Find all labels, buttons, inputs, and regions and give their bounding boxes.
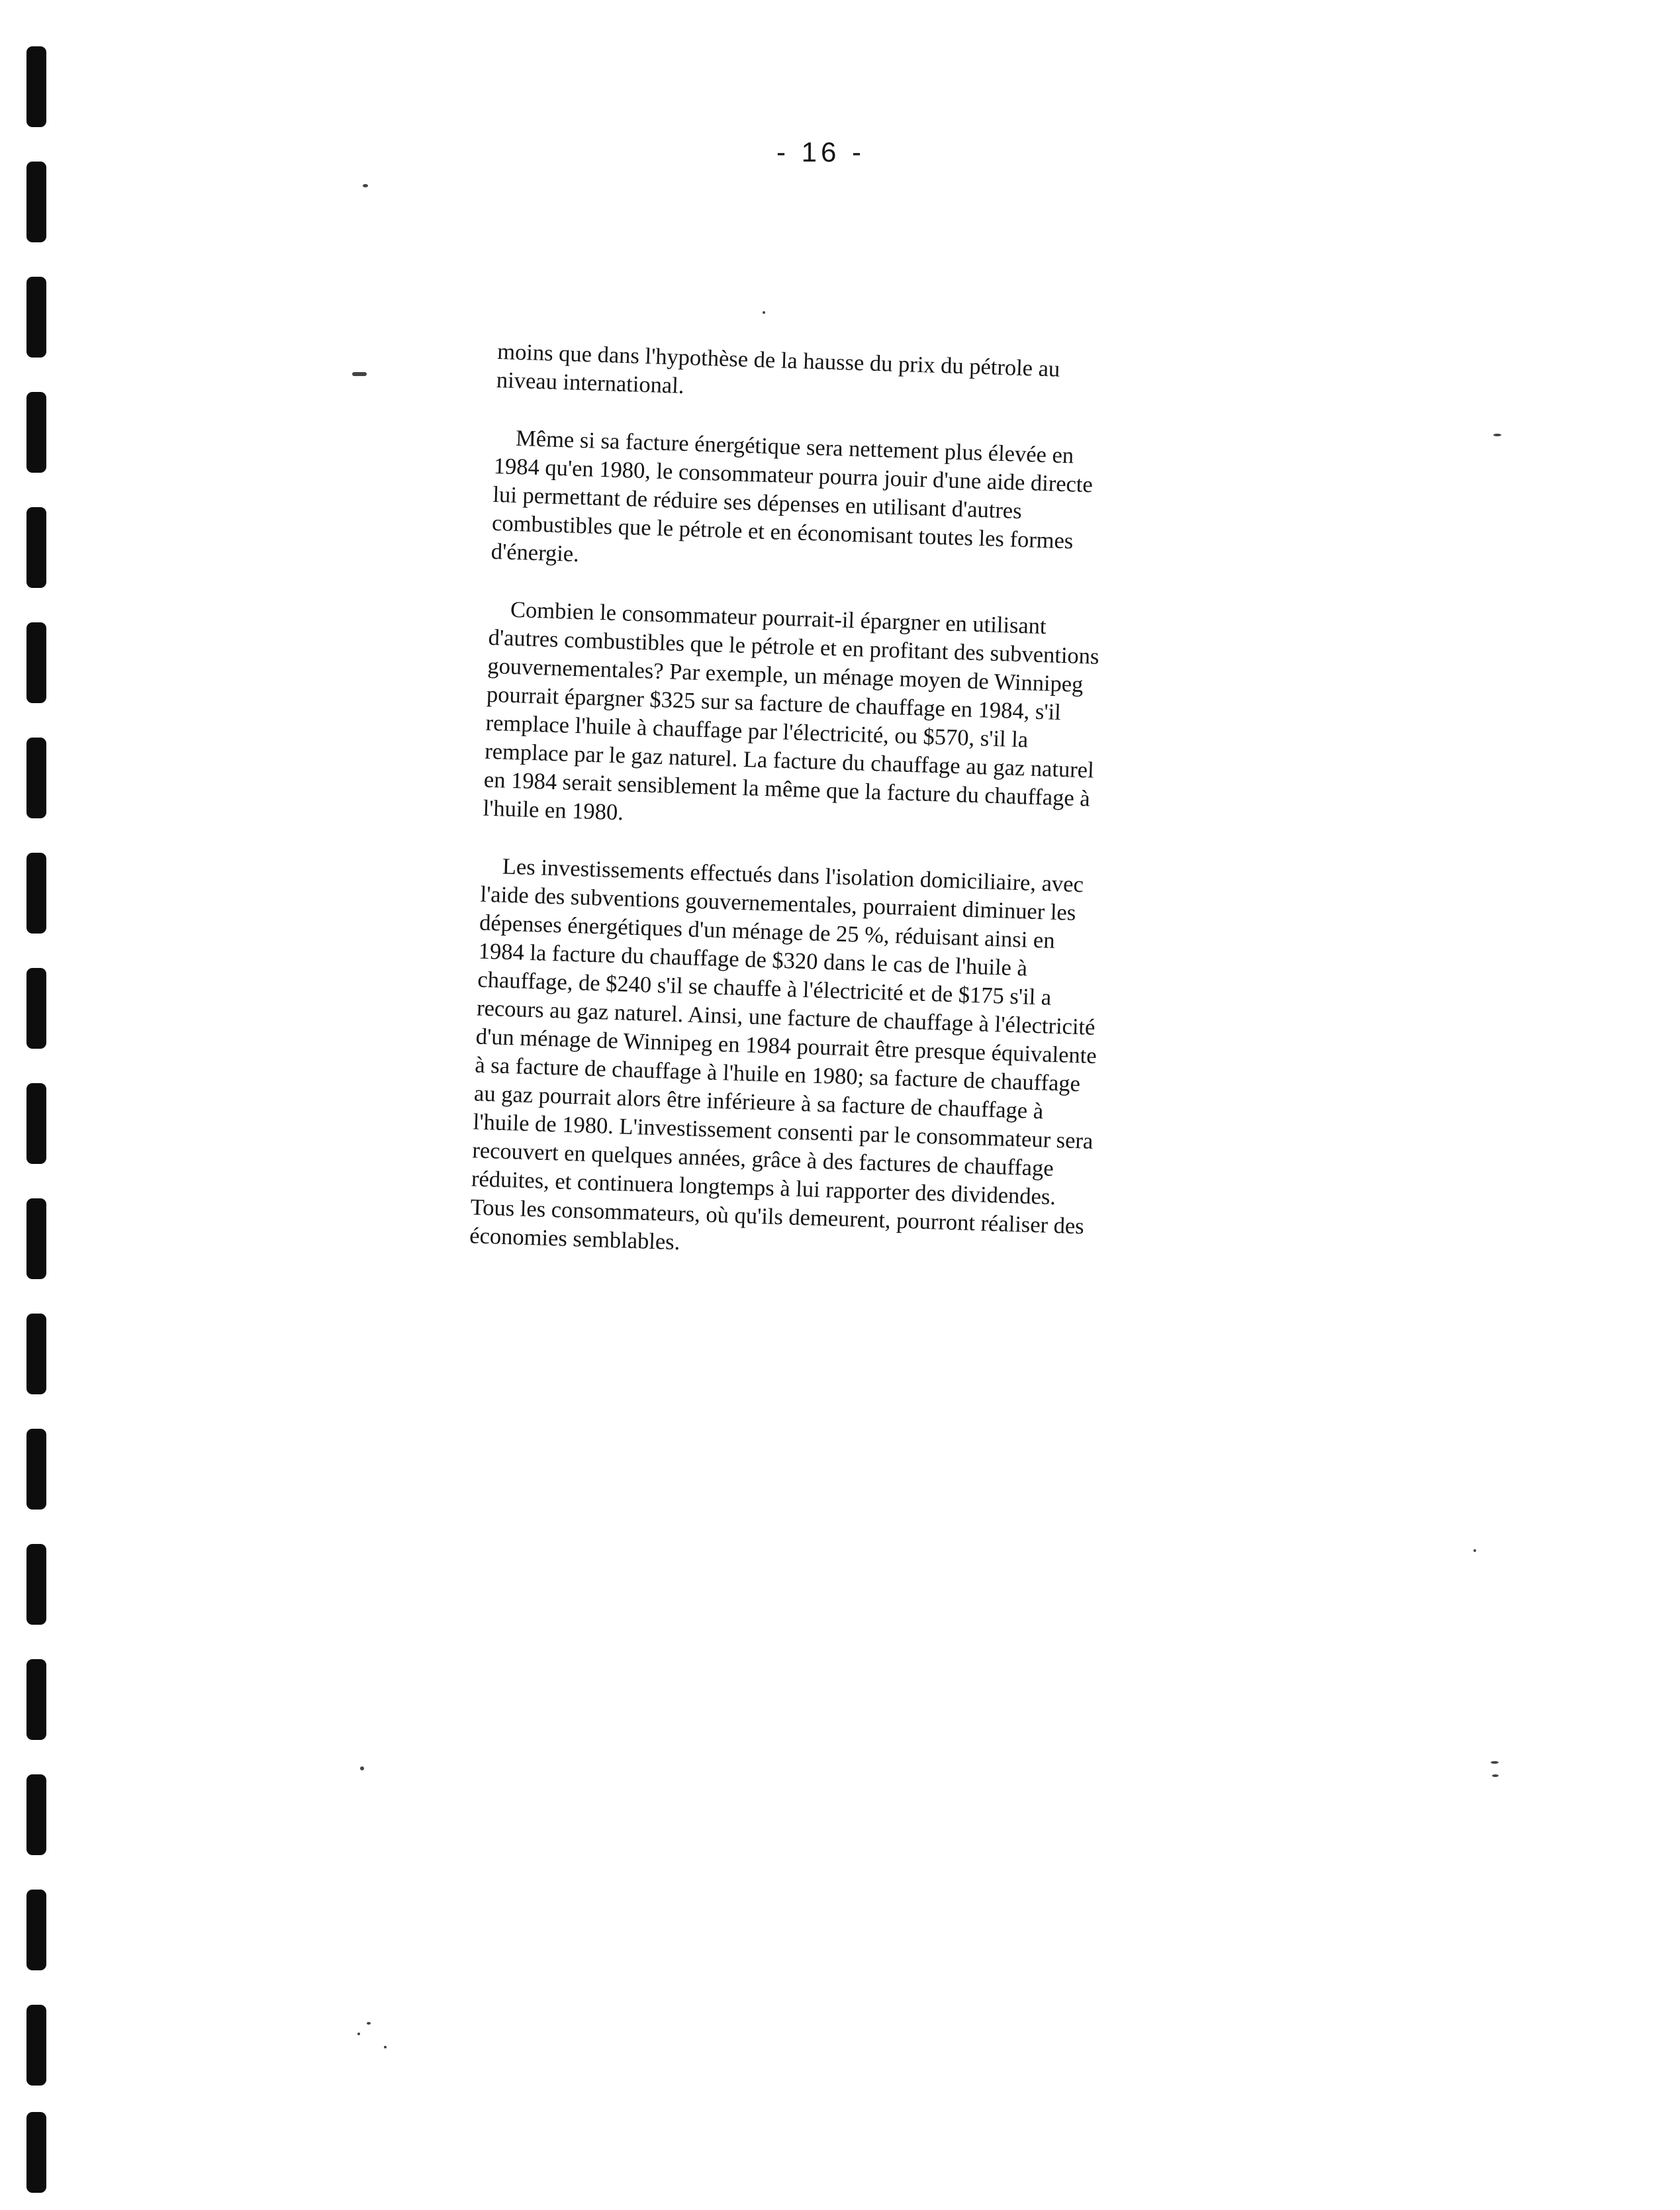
binding-hole [26, 853, 46, 934]
binding-hole [26, 968, 46, 1049]
scan-speck [763, 311, 765, 314]
binding-hole [26, 1083, 46, 1164]
binding-hole [26, 1774, 46, 1855]
binding-hole [26, 2005, 46, 2086]
scan-speck [352, 372, 367, 376]
binding-hole [26, 162, 46, 242]
binding-hole [26, 738, 46, 818]
scan-speck [1473, 1549, 1476, 1552]
paragraph: Les investissements effectués dans l'isolation domiciliaire, avec l'aide des subventions gouvernementales, pourraient diminuer les dépenses énergétiques d'un ménage de 25 %, réduisant ainsi en 1984 la facture du chauffage de $320 dans le cas de l'huile à chauffage, de $240 s'il se chauffe à l'électricité et de $175 s'il a recours au gaz naturel. Ainsi, une facture de chauffage à l'électricité d'un ménage de Winnipeg en 1984 pourrait être presque équivalente à sa facture de chauffage à l'huile en 1980; sa facture de chauffage au gaz pourrait alors être inférieure à sa facture de chauffage à l'huile de 1980. L'investissement consenti par le consommateur sera recouvert en quelques années, grâce à des factures de chauffage réduites, et continuera longtemps à lui rapporter des dividendes. Tous les consommateurs, où qu'ils demeurent, pourront réaliser des économies semblables. [469, 853, 1097, 1255]
binding-hole [26, 1544, 46, 1625]
binding-hole [26, 1890, 46, 1970]
binding-hole [26, 1659, 46, 1740]
binding-hole [26, 277, 46, 358]
scan-speck [1491, 1761, 1499, 1764]
scan-speck [1492, 1774, 1499, 1777]
paragraph: Combien le consommateur pourrait-il épargner en utilisant d'autres combustibles que le pétrole et en profitant des subventions gouvernementales? Par exemple, un ménage moyen de Winnipeg pourrait épargner $325 sur sa facture de chauffage en 1984, s'il remplace l'huile à chauffage par l'électricité, ou $570, s'il la remplace par le gaz naturel. La facture du chauffage au gaz naturel en 1984 serait sensiblement la même que la facture du chauffage à l'huile en 1980. [483, 597, 1100, 826]
binding-hole [26, 507, 46, 588]
scan-speck [360, 1766, 364, 1770]
binding-holes [0, 0, 66, 2210]
paragraph: Même si sa facture énergétique sera nettement plus élevée en 1984 qu'en 1980, le consommateur pourra jouir d'une aide directe lui permettant de réduire ses dépenses en utilisant d'autres combustibles que le pétrole et en économisant toutes les formes d'énergie. [490, 425, 1094, 567]
binding-hole [26, 1198, 46, 1279]
binding-hole [26, 1429, 46, 1510]
scan-speck [367, 2022, 371, 2025]
binding-hole [26, 46, 46, 127]
binding-hole [26, 392, 46, 473]
binding-hole [26, 1314, 46, 1394]
body-text [468, 338, 1119, 1299]
binding-hole [26, 2112, 46, 2193]
paragraph: moins que dans l'hypothèse de la hausse du prix du pétrole au niveau international. [496, 338, 1060, 399]
scan-speck [1493, 434, 1501, 436]
scan-speck [363, 184, 368, 187]
scan-speck [357, 2033, 360, 2035]
page-number: - 16 - [776, 136, 866, 168]
scan-speck [384, 2046, 387, 2048]
binding-hole [26, 622, 46, 703]
